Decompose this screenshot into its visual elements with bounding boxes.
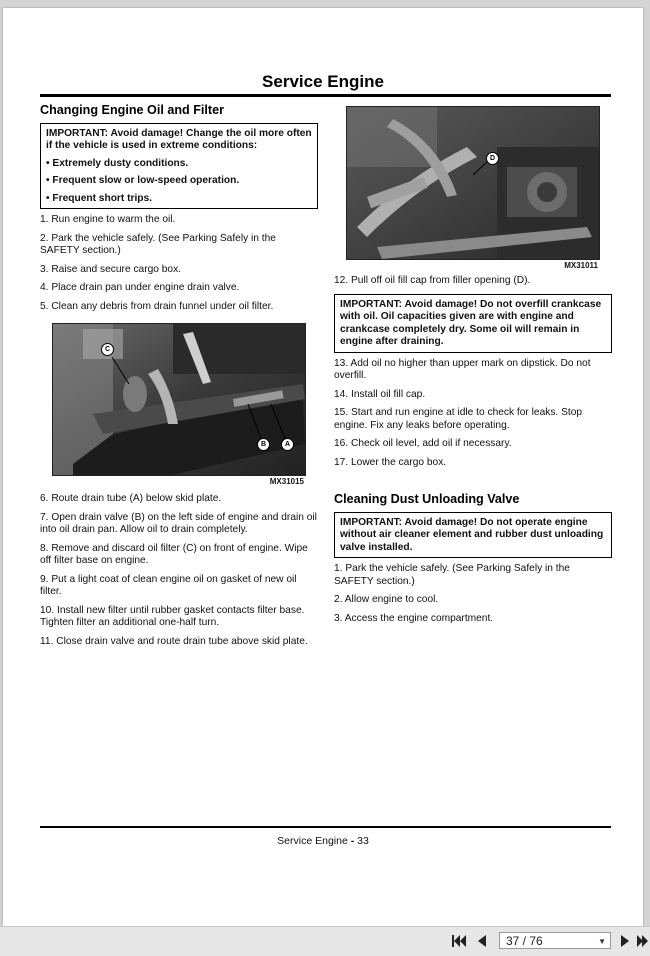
step-item: 3. Raise and secure cargo box.: [40, 263, 182, 275]
page-title: Service Engine: [262, 72, 384, 91]
callout-d: D: [486, 152, 499, 165]
callout-b: B: [257, 438, 270, 451]
step-item: 1. Run engine to warm the oil.: [40, 214, 176, 225]
figure-oil-fill: [346, 106, 598, 270]
dropdown-arrow-icon: ▼: [598, 937, 606, 946]
page-number-select[interactable]: [499, 932, 611, 949]
step-item: 8. Remove and discard oil filter (C) on front of engine. Wipe off filter base on engine.: [40, 542, 308, 566]
important-box-oil: [40, 123, 318, 210]
step-item: 10. Install new filter until rubber gasket contacts filter base. Tighten filter an additional one-half turn.: [40, 604, 305, 628]
section-heading-oil-filter: Changing Engine Oil and Filter: [40, 103, 225, 117]
engine-underside-photo: [52, 323, 306, 476]
last-page-icon[interactable]: [636, 934, 648, 948]
step-item: 14. Install oil fill cap.: [334, 388, 426, 400]
bullet-item: • Frequent short trips.: [46, 192, 153, 204]
step-item: 11. Close drain valve and route drain tube above skid plate.: [40, 635, 308, 647]
footer-label: Service Engine: [277, 835, 348, 847]
callout-c: C: [101, 343, 114, 356]
step-item: 12. Pull off oil fill cap from filler opening (D).: [334, 275, 531, 286]
bullet-item: • Extremely dusty conditions.: [46, 157, 189, 169]
title-rule: [40, 94, 611, 97]
engine-underside-illustration: [53, 324, 305, 475]
figure-caption: MX31011: [564, 261, 598, 270]
footer-rule: [40, 826, 611, 828]
page-indicator: 37 / 76: [506, 934, 543, 948]
figure-drain-valve: [52, 323, 304, 486]
document-page: [3, 8, 643, 926]
section-heading-dust-valve: Cleaning Dust Unloading Valve: [334, 492, 520, 506]
next-page-icon[interactable]: [617, 934, 633, 948]
step-item: 15. Start and run engine at idle to check for leaks. Stop engine. Fix any leaks before operating.: [334, 407, 583, 431]
viewer-toolbar: [0, 926, 650, 956]
callout-a: A: [281, 438, 294, 451]
step-item: 1. Park the vehicle safely. (See Parking Safely in the SAFETY section.): [334, 563, 570, 587]
important-box-overfill: IMPORTANT: Avoid damage! Do not overfill crankcase with oil. Oil capacities given are with engine and crankcase completely dry. Some oil will remain in engine after draining.: [334, 294, 612, 353]
step-item: 3. Access the engine compartment.: [334, 612, 494, 624]
bullet-item: • Frequent slow or low-speed operation.: [46, 175, 240, 186]
step-item: 2. Allow engine to cool.: [334, 594, 439, 605]
footer-page-number: 33: [357, 835, 369, 847]
step-item: 4. Place drain pan under engine drain valve.: [40, 282, 240, 293]
left-column: [40, 104, 318, 654]
step-item: 7. Open drain valve (B) on the left side of engine and drain oil into oil drain pan. Allow oil to drain completely.: [40, 511, 317, 535]
first-page-icon[interactable]: [451, 934, 467, 948]
footer-separator: -: [347, 835, 358, 847]
important-box-dust-valve: IMPORTANT: Avoid damage! Do not operate engine without air cleaner element and rubber dust unloading valve installed.: [334, 512, 612, 559]
important-text: IMPORTANT: Avoid damage! Change the oil more often if the vehicle is used in extreme conditions:: [46, 127, 312, 151]
step-item: 2. Park the vehicle safely. (See Parking Safely in the SAFETY section.): [40, 232, 276, 256]
step-item: 13. Add oil no higher than upper mark on dipstick. Do not overfill.: [334, 357, 591, 381]
step-item: 17. Lower the cargo box.: [334, 456, 447, 468]
step-item: 9. Put a light coat of clean engine oil on gasket of new oil filter.: [40, 573, 297, 597]
step-item: 16. Check oil level, add oil if necessary.: [334, 438, 512, 449]
previous-page-icon[interactable]: [474, 934, 490, 948]
engine-top-photo: [346, 106, 600, 260]
step-item: 5. Clean any debris from drain funnel under oil filter.: [40, 300, 274, 312]
right-column: [334, 106, 612, 631]
page-footer: [3, 835, 643, 847]
step-item: 6. Route drain tube (A) below skid plate.: [40, 493, 222, 504]
figure-caption: MX31015: [269, 477, 304, 486]
steps-group: [40, 493, 318, 648]
engine-top-illustration: [347, 107, 599, 259]
